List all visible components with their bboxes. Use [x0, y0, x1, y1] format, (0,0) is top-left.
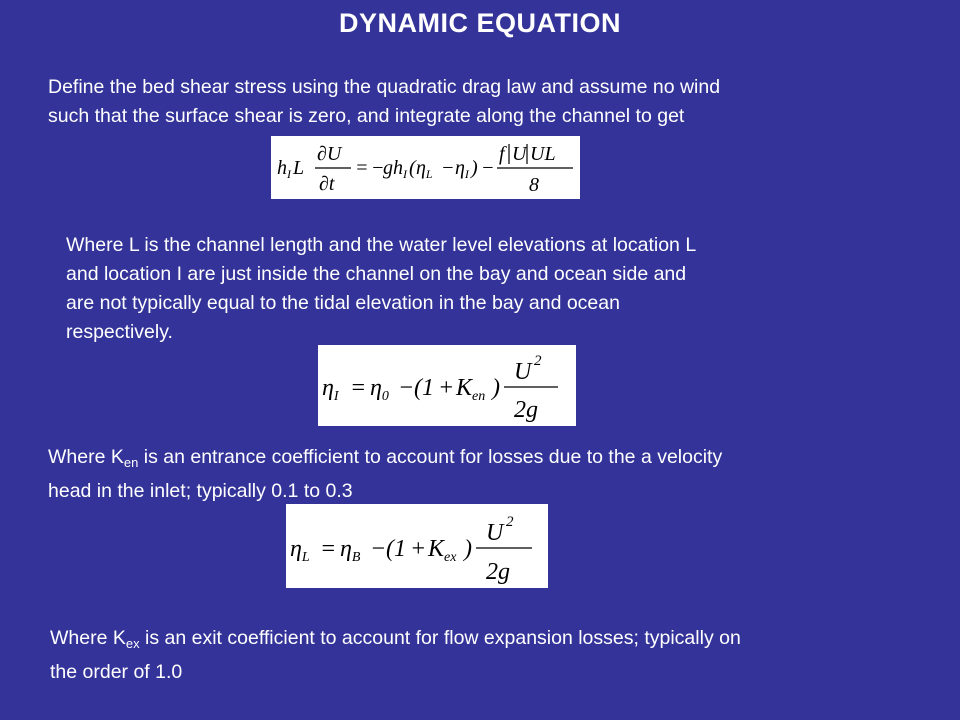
svg-text:=: = — [355, 157, 369, 179]
svg-text:=: = — [350, 375, 367, 401]
svg-text:∂U: ∂U — [317, 143, 342, 165]
svg-text:): ) — [492, 375, 500, 401]
svg-text:ηL: $\eta_L$ — [416, 157, 433, 181]
svg-text:): ) — [471, 157, 478, 179]
svg-text:=: = — [320, 536, 337, 562]
svg-text:(: ( — [409, 157, 416, 179]
svg-text:η0: $\eta_0$ — [370, 375, 389, 404]
intro-line-1: Define the bed shear stress using the quadratic drag law and assume no wind — [48, 76, 721, 98]
svg-text:(1: (1 — [386, 536, 406, 562]
svg-text:ηB: $\eta_B$ — [340, 536, 361, 565]
entrance-post: is an entrance coefficient to account for losses due to the a velocity — [138, 446, 723, 468]
svg-text:−: − — [371, 157, 385, 179]
svg-text:U: U — [514, 359, 532, 385]
svg-text:U: U — [512, 143, 527, 165]
exit-sub: ex — [125, 636, 140, 651]
svg-text:−: − — [441, 157, 455, 179]
svg-text:Kex: $K_{ex}$ — [428, 536, 457, 565]
intro-paragraph — [48, 73, 720, 131]
svg-text:2g: 2g — [514, 397, 538, 423]
svg-text:+: + — [410, 536, 427, 562]
svg-text:(1: (1 — [414, 375, 434, 401]
svg-text:ghI: $gh_I$ — [383, 157, 407, 181]
svg-text:hIL: $h_I$ L — [277, 157, 305, 181]
entrance-line-2: head in the inlet; typically 0.1 to 0.3 — [48, 480, 353, 502]
svg-text:ηI: $\eta_I$ — [455, 157, 469, 181]
svg-text:f: f — [499, 143, 505, 165]
entrance-line-1 — [48, 443, 722, 477]
equation-momentum — [271, 136, 580, 199]
svg-text:U: U — [486, 520, 504, 546]
svg-text:−: − — [398, 375, 415, 401]
svg-text:2g: 2g — [486, 559, 510, 585]
svg-text:2: 2 — [534, 353, 542, 369]
svg-text:UL: UL — [530, 143, 556, 165]
exit-line-2: the order of 1.0 — [50, 661, 183, 683]
length-line-4: respectively. — [66, 321, 173, 343]
length-line-3: are not typically equal to the tidal elevation in the bay and ocean — [66, 292, 620, 314]
intro-line-2: such that the surface shear is zero, and integrate along the channel to get — [48, 105, 685, 127]
equation-entrance — [318, 345, 576, 426]
entrance-paragraph — [48, 443, 722, 506]
entrance-sub: en — [123, 455, 139, 470]
exit-pre: Where K — [50, 627, 126, 649]
length-line-1: Where L is the channel length and the water level elevations at location L — [66, 234, 697, 256]
svg-text:+: + — [438, 375, 455, 401]
page-title: DYNAMIC EQUATION — [339, 8, 621, 38]
entrance-pre: Where K — [48, 446, 124, 468]
svg-text:−: − — [370, 536, 387, 562]
svg-text:2: 2 — [506, 514, 514, 530]
svg-text:−: − — [481, 157, 495, 179]
svg-text:): ) — [464, 536, 472, 562]
exit-paragraph — [50, 624, 741, 687]
svg-text:∂t: ∂t — [319, 173, 335, 195]
svg-text:Ken: $K_{en}$ — [456, 375, 486, 404]
length-line-2: and location I are just inside the channel on the bay and ocean side and — [66, 263, 687, 285]
svg-text:8: 8 — [529, 174, 539, 196]
exit-post: is an exit coefficient to account for flow expansion losses; typically on — [139, 627, 741, 649]
length-paragraph — [66, 231, 696, 347]
svg-text:ηI: $\eta_I$ — [322, 375, 339, 404]
exit-line-1 — [50, 624, 741, 658]
equation-exit — [286, 504, 548, 588]
svg-text:ηL: $\eta_L$ — [290, 536, 310, 565]
